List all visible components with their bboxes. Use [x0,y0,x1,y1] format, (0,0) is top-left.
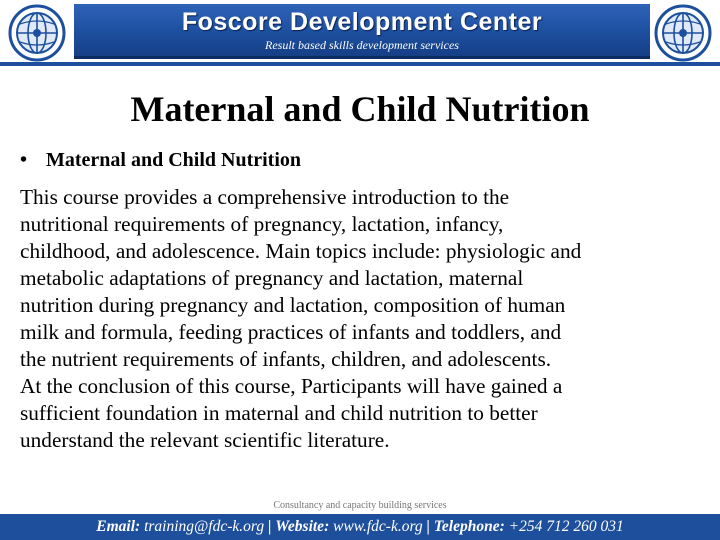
telephone-number[interactable]: +254 712 260 031 [508,518,624,535]
bullet-item [20,149,301,175]
bullet-label: Maternal and Child Nutrition [46,149,302,171]
description-line: understand the relevant scientific literature. [20,428,390,452]
globe-logo-icon [654,4,712,62]
brand-tagline: Result based skills development services [265,38,459,52]
slide-title: Maternal and Child Nutrition [130,89,590,129]
email-link[interactable]: training@fdc-k.org [144,518,265,535]
brand-banner [74,4,650,59]
brand-title: Foscore Development Center [181,8,543,36]
telephone-label: Telephone: [433,518,505,535]
description-line: childhood, and adolescence. Main topics include: physiologic and [20,239,582,263]
description-line: nutritional requirements of pregnancy, lactation, infancy, [20,212,504,236]
separator: | [426,518,430,535]
description-line: nutrition during pregnancy and lactation, composition of human [20,293,566,317]
website-label: Website: [275,518,330,535]
contact-bar [0,514,720,540]
description-line: sufficient foundation in maternal and child nutrition to better [20,401,538,425]
bullet-icon: • [20,149,28,171]
description-line: milk and formula, feeding practices of infants and toddlers, and [20,320,562,344]
course-description [20,184,710,454]
separator: | [267,518,272,535]
description-line: the nutrient requirements of infants, children, and adolescents. [20,347,552,371]
header-divider [0,62,720,66]
website-link[interactable]: www.fdc-k.org [333,518,423,535]
email-label: Email: [96,518,141,535]
description-line: metabolic adaptations of pregnancy and lactation, maternal [20,266,524,290]
description-line: At the conclusion of this course, Participants will have gained a [20,374,563,398]
header [0,0,720,68]
description-line: This course provides a comprehensive introduction to the [20,185,510,209]
globe-logo-icon [8,4,66,62]
footer-note: Consultancy and capacity building services [273,500,447,511]
